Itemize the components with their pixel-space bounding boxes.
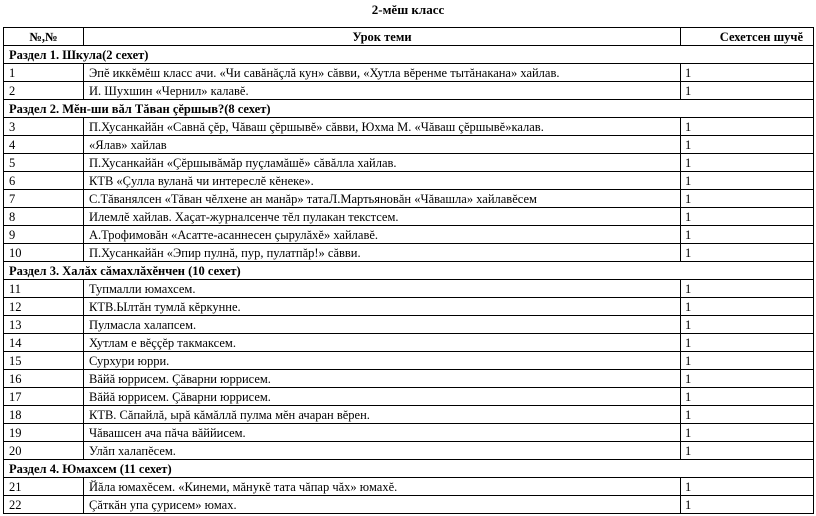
table-row — [4, 190, 814, 208]
lesson-hours: 1 — [681, 424, 814, 442]
lesson-number: 17 — [4, 388, 84, 406]
lesson-topic: КТВ «Çулла вуланă чи интереслĕ кĕнеке». — [84, 172, 681, 190]
lesson-hours: 1 — [681, 154, 814, 172]
lesson-hours: 1 — [681, 334, 814, 352]
lesson-topic: П.Хусанкайăн «Çĕршывăмăр пуçламăшĕ» сăвăлла хайлав. — [84, 154, 681, 172]
lesson-hours: 1 — [681, 136, 814, 154]
table-row — [4, 244, 814, 262]
lesson-hours: 1 — [681, 118, 814, 136]
lesson-hours: 1 — [681, 388, 814, 406]
section-title: Раздел 1. Шкула(2 сехет) — [4, 46, 814, 64]
lesson-topic: Йăла юмахĕсем. «Кинеми, мăнукĕ тата чăпар чăх» юмахĕ. — [84, 478, 681, 496]
lesson-hours: 1 — [681, 352, 814, 370]
lesson-number: 22 — [4, 496, 84, 514]
lesson-hours: 1 — [681, 298, 814, 316]
lesson-number: 11 — [4, 280, 84, 298]
table-row — [4, 442, 814, 460]
table-row — [4, 82, 814, 100]
table-row — [4, 172, 814, 190]
table-row — [4, 118, 814, 136]
section-row — [4, 460, 814, 478]
lesson-number: 2 — [4, 82, 84, 100]
lesson-hours: 1 — [681, 478, 814, 496]
section-title: Раздел 2. Мĕн-ши вăл Тăван çĕршыв?(8 сехет) — [4, 100, 814, 118]
lesson-topic: Эпĕ иккĕмĕш класс ачи. «Чи савăнăçлă кун» сăвви, «Хутла вĕренме тытăнакана» хайлав. — [84, 64, 681, 82]
lesson-hours: 1 — [681, 208, 814, 226]
table-row — [4, 154, 814, 172]
lesson-number: 15 — [4, 352, 84, 370]
lesson-topic: Чăвашсен ача пăча вăййисем. — [84, 424, 681, 442]
table-row — [4, 478, 814, 496]
lesson-hours: 1 — [681, 226, 814, 244]
section-row — [4, 100, 814, 118]
lesson-hours: 1 — [681, 316, 814, 334]
section-row — [4, 262, 814, 280]
lesson-hours: 1 — [681, 280, 814, 298]
lesson-topic: «Ялав» хайлав — [84, 136, 681, 154]
table-row — [4, 226, 814, 244]
lesson-number: 10 — [4, 244, 84, 262]
lesson-topic: КТВ. Сăпайлă, ырă кăмăллă пулма мĕн ачаран вĕрен. — [84, 406, 681, 424]
lesson-topic: Илемлĕ хайлав. Хаçат-журналсенче тĕл пулакан текстсем. — [84, 208, 681, 226]
table-row — [4, 208, 814, 226]
lesson-topic: П.Хусанкайăн «Савнă çĕр, Чăваш çĕршывĕ» сăвви, Юхма М. «Чăваш çĕршывĕ»калав. — [84, 118, 681, 136]
table-row — [4, 370, 814, 388]
table-row — [4, 64, 814, 82]
lesson-number: 3 — [4, 118, 84, 136]
table-row — [4, 280, 814, 298]
lesson-number: 5 — [4, 154, 84, 172]
table-row — [4, 406, 814, 424]
lesson-topic: КТВ.Ылтăн тумлă кĕркунне. — [84, 298, 681, 316]
lesson-hours: 1 — [681, 370, 814, 388]
lesson-topic: Пулмасла халапсем. — [84, 316, 681, 334]
table-header-row — [4, 28, 814, 46]
lesson-hours: 1 — [681, 244, 814, 262]
header-number: №,№ — [4, 28, 84, 46]
lesson-number: 14 — [4, 334, 84, 352]
table-row — [4, 136, 814, 154]
table-row — [4, 352, 814, 370]
lesson-topic: Хутлам е вĕççĕр такмаксем. — [84, 334, 681, 352]
lesson-topic: И. Шухшин «Чернил» калавĕ. — [84, 82, 681, 100]
section-title: Раздел 3. Халăх сăмахлăхĕнчен (10 сехет) — [4, 262, 814, 280]
lesson-number: 12 — [4, 298, 84, 316]
lesson-hours: 1 — [681, 190, 814, 208]
section-title: Раздел 4. Юмахсем (11 сехет) — [4, 460, 814, 478]
lesson-number: 21 — [4, 478, 84, 496]
lesson-hours: 1 — [681, 64, 814, 82]
lesson-number: 1 — [4, 64, 84, 82]
lesson-topic: Çăткăн упа çурисем» юмах. — [84, 496, 681, 514]
table-row — [4, 496, 814, 514]
lesson-number: 4 — [4, 136, 84, 154]
table-row — [4, 424, 814, 442]
lesson-number: 18 — [4, 406, 84, 424]
lesson-number: 8 — [4, 208, 84, 226]
lesson-topic: С.Тăванялсен «Тăван чĕлхене ан манăр» татаЛ.Мартьяновăн «Чăвашла» хайлавĕсем — [84, 190, 681, 208]
lesson-hours: 1 — [681, 406, 814, 424]
table-row — [4, 316, 814, 334]
lesson-topic: А.Трофимовăн «Асатте-асаннесен çырулăхĕ» хайлавĕ. — [84, 226, 681, 244]
document-title: 2-мĕш класс — [371, 2, 445, 17]
lesson-number: 9 — [4, 226, 84, 244]
lesson-plan-table — [3, 27, 814, 514]
section-row — [4, 46, 814, 64]
lesson-number: 7 — [4, 190, 84, 208]
table-row — [4, 334, 814, 352]
table-row — [4, 298, 814, 316]
lesson-number: 16 — [4, 370, 84, 388]
lesson-topic: Сурхури юрри. — [84, 352, 681, 370]
table-row — [4, 388, 814, 406]
header-topic: Урок теми — [84, 28, 681, 46]
lesson-topic: Вăйă юррисем. Çăварни юррисем. — [84, 370, 681, 388]
lesson-topic: Вăйă юррисем. Çăварни юррисем. — [84, 388, 681, 406]
lesson-topic: П.Хусанкайăн «Эпир пулнă, пур, пулатпăр!» сăвви. — [84, 244, 681, 262]
lesson-hours: 1 — [681, 442, 814, 460]
lesson-hours: 1 — [681, 496, 814, 514]
lesson-hours: 1 — [681, 172, 814, 190]
header-hours: Сехетсен шучĕ — [681, 28, 814, 46]
lesson-topic: Улăп халапĕсем. — [84, 442, 681, 460]
lesson-hours: 1 — [681, 82, 814, 100]
lesson-number: 13 — [4, 316, 84, 334]
lesson-topic: Тупмалли юмахсем. — [84, 280, 681, 298]
lesson-number: 20 — [4, 442, 84, 460]
lesson-number: 6 — [4, 172, 84, 190]
lesson-number: 19 — [4, 424, 84, 442]
